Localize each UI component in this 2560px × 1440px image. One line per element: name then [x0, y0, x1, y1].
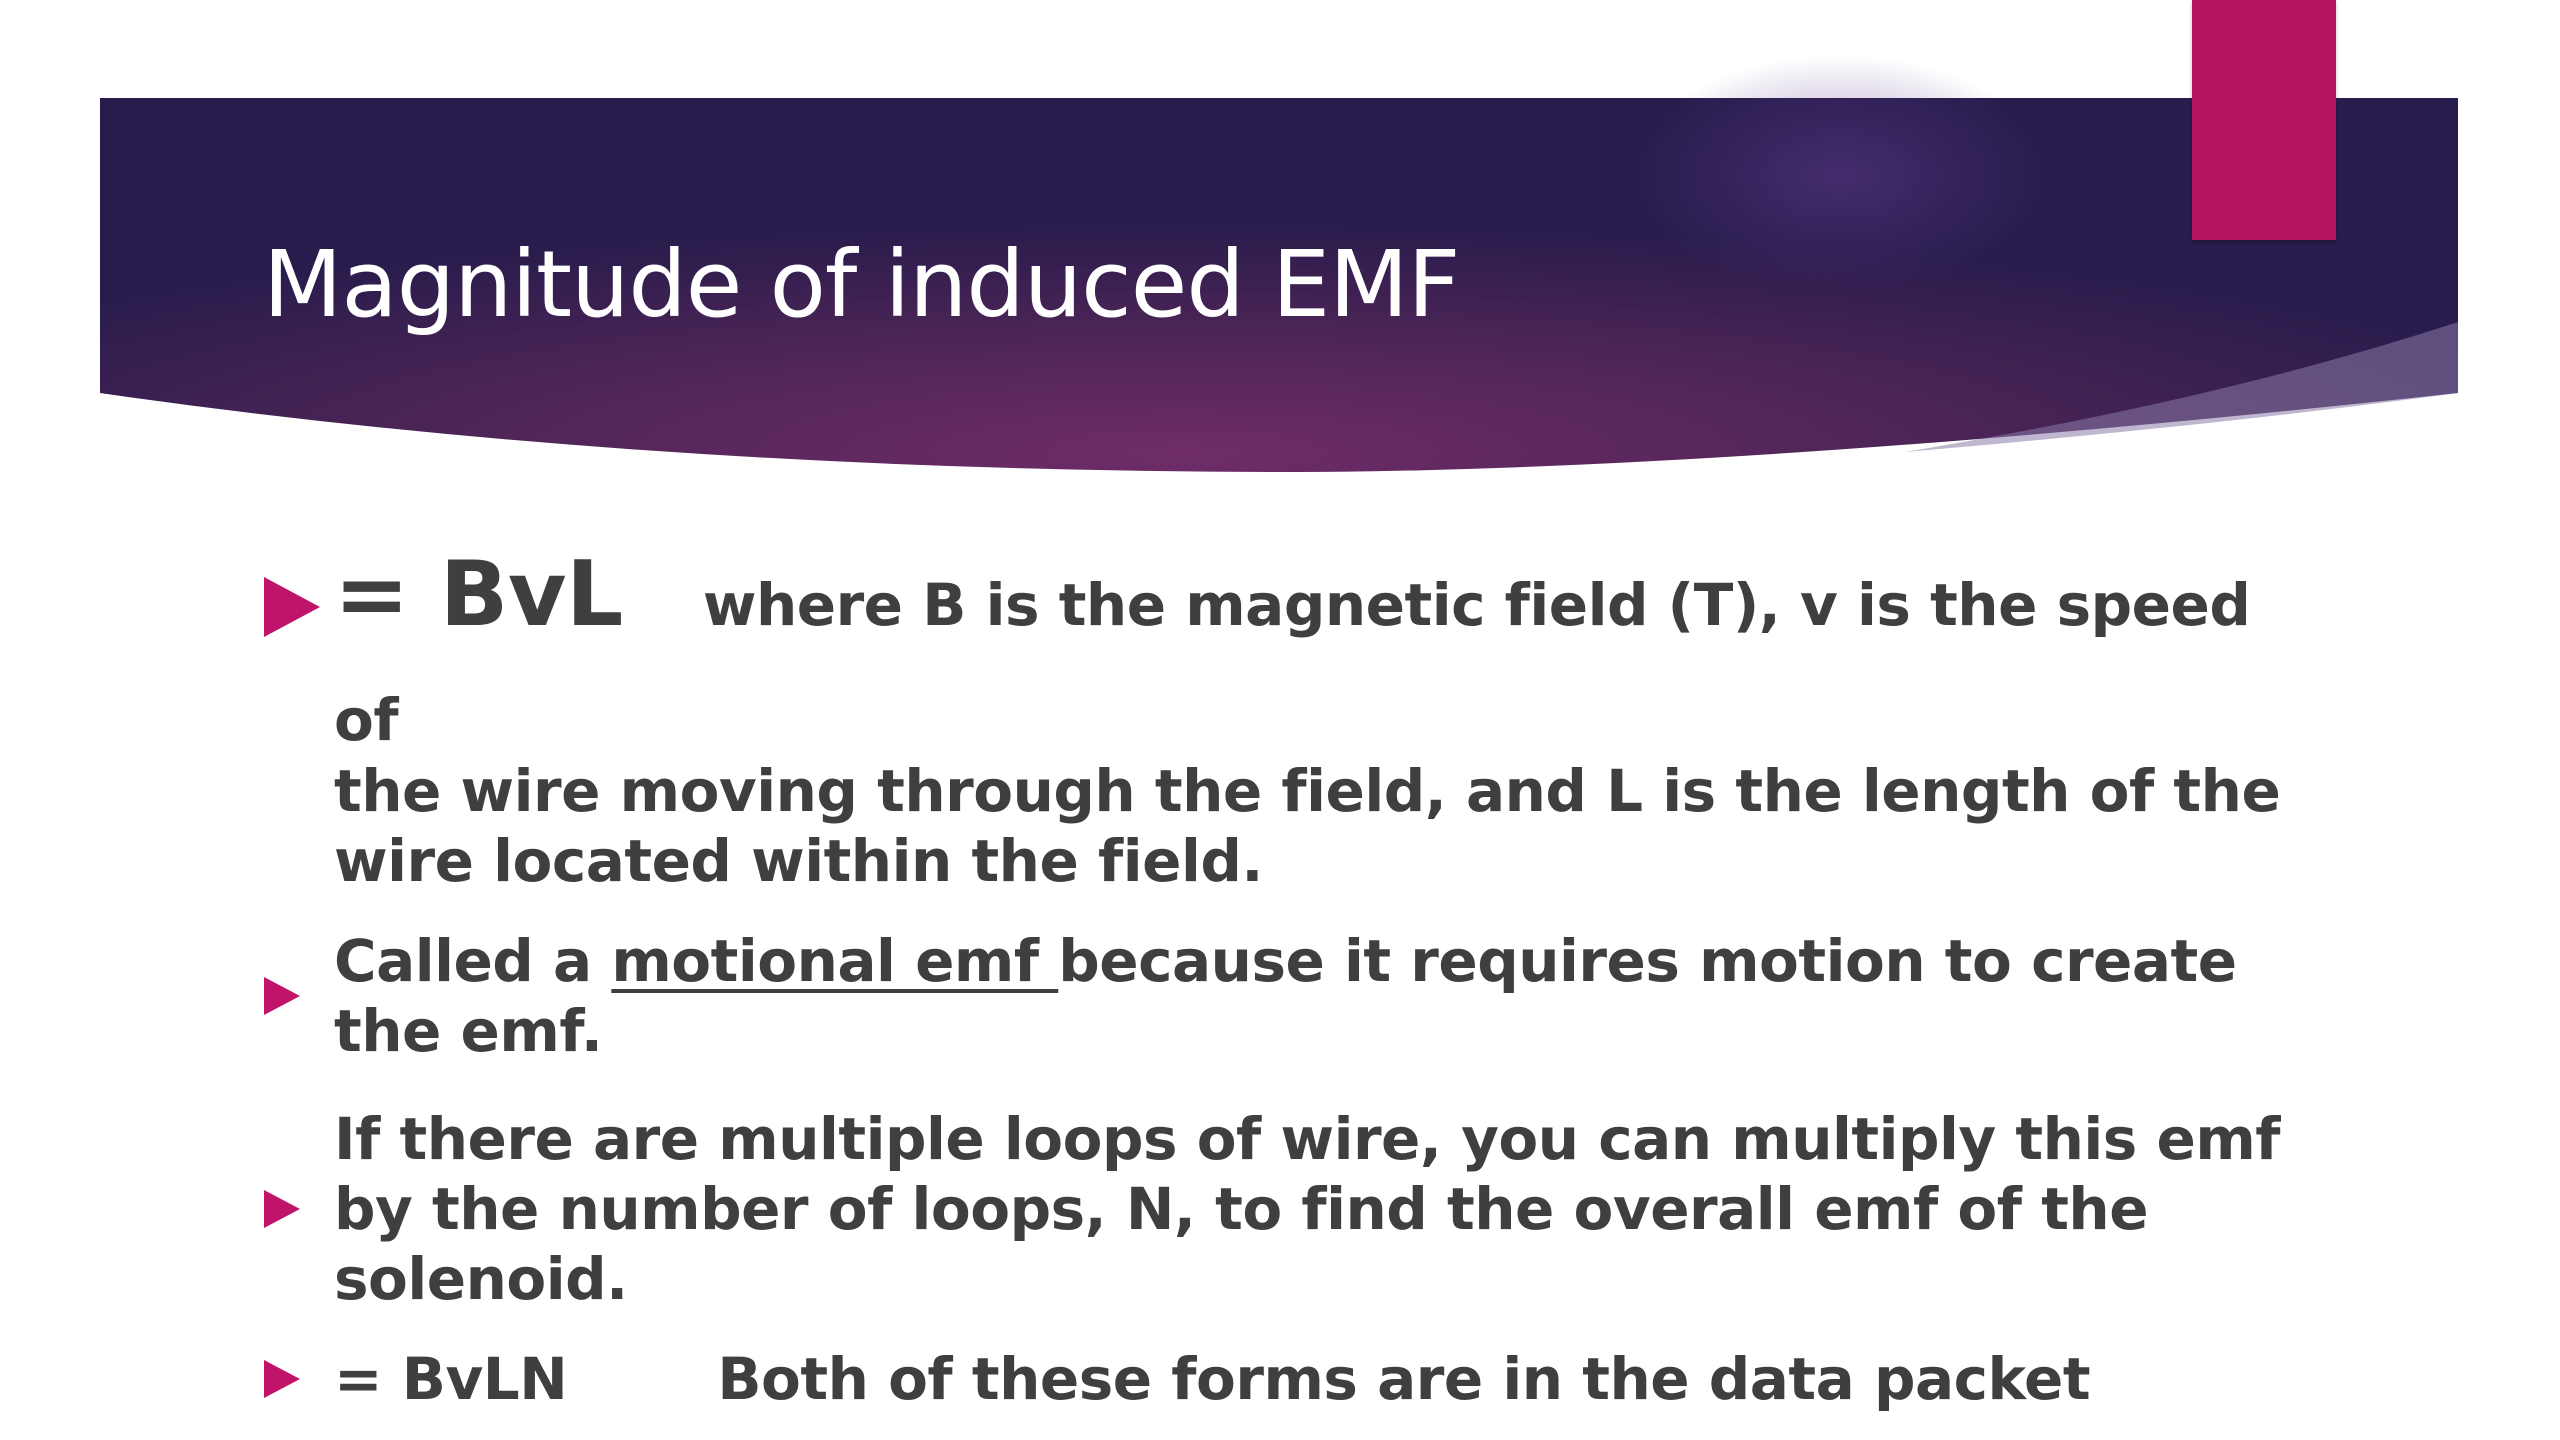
- triangle-bullet-icon: [264, 577, 320, 637]
- bullet-text: where B is the magnetic field (T), v is the speed of: [334, 571, 2251, 754]
- bullet-text: Called a: [334, 927, 612, 995]
- bullet-item: [264, 1344, 2334, 1414]
- triangle-bullet-icon: [264, 1190, 300, 1228]
- bullet-item: [264, 926, 2334, 1066]
- triangle-bullet-icon: [264, 977, 300, 1015]
- bullet-item: [264, 1104, 2334, 1314]
- accent-tab: [2192, 0, 2336, 240]
- bullet-first-line: [334, 542, 2334, 778]
- emf-formula: = BvL: [334, 542, 623, 647]
- bullet-text: If there are multiple loops of wire, you can multiply this emf by the number of loops, N, to find the overall emf of the solenoid.: [334, 1105, 2280, 1313]
- triangle-bullet-icon: [264, 1360, 300, 1398]
- motional-emf-term: motional emf: [611, 927, 1059, 995]
- bullet-item: [264, 542, 2334, 896]
- bullet-text: Both of these forms are in the data packet: [717, 1345, 2091, 1413]
- bullet-text: the wire moving through the field, and L is the length of the wire located within the field.: [334, 757, 2281, 895]
- slide-title: Magnitude of induced EMF: [263, 231, 1460, 338]
- banner-highlight: [1630, 55, 2050, 295]
- bullet-list: [264, 542, 2334, 1414]
- bullet-text: because it requires motion to create the emf.: [334, 927, 2237, 1065]
- emf-formula: = BvLN: [334, 1345, 568, 1413]
